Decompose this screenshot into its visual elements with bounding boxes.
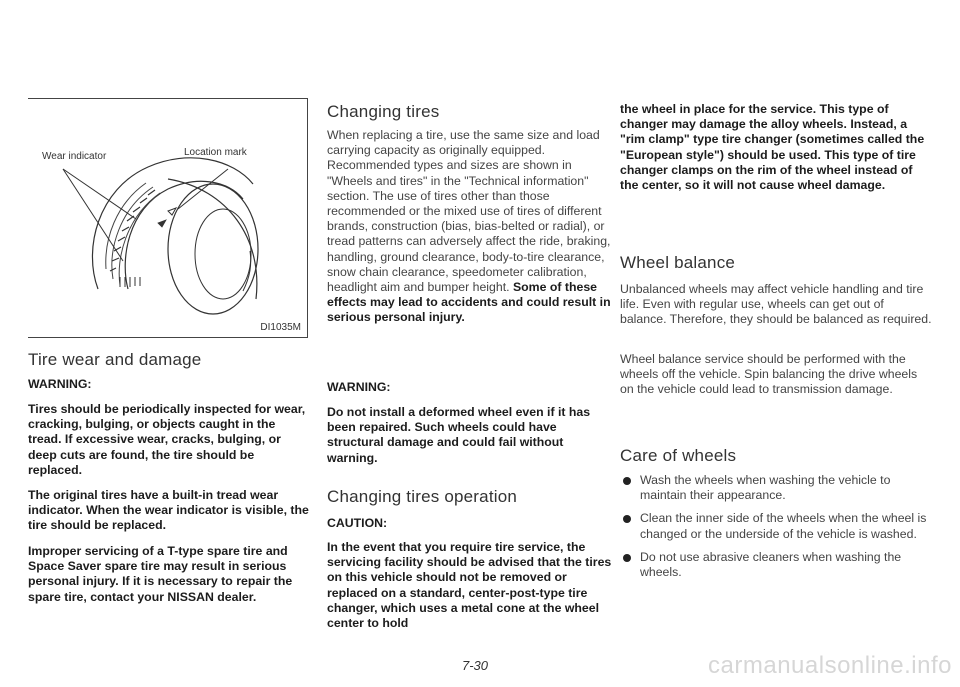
bullet-icon [623,515,631,523]
tire-wear-paragraph: Tires should be periodically inspected for wear, cracking, bulging, or objects caught in the tread. If excessive wear, cracks, bulging, or deep cuts are found, the tire should be replaced. [28,402,306,477]
section-title-care-of-wheels: Care of wheels [620,446,737,465]
section-title-wheel-balance: Wheel balance [620,253,736,272]
bullet-icon [623,554,631,562]
bullet-icon [623,477,631,485]
section-title-changing-tires: Changing tires [327,102,440,121]
page-number: 7-30 [462,658,489,673]
deformed-wheel-warning: Do not install a deformed wheel even if it has been repaired. Such wheels could have structural damage and could fail without warning. [327,405,591,465]
changing-tires-bold-text: Some of these effects may lead to accidents and could result in serious personal injury. [327,280,611,325]
changing-tires-text: When replacing a tire, use the same size and load carrying capacity as originally equipped. Recommended types and sizes are shown in "Wheels and tires" in the "Technical information" section. The use of tires other than those recommended or the mixed use of tires of different brands, construction (bias, bias-belted or radial), or tread patterns can adversely affect the ride, braking, handling, ground clearance, body-to-tire clearance, snow chain clearance, speedometer calibration, headlight aim and bumper height. [327,128,611,295]
tire-changer-continuation: the wheel in place for the service. This type of changer may damage the alloy wheels. Instead, a "rim clamp" type tire changer (sometimes called the "European style") should be used. This type of tire changer clamps on the rim of the wheel instead of the center, so it will not cause wheel damage. [620,102,925,193]
warning-label: WARNING: [28,377,92,391]
caution-label: CAUTION: [327,516,388,530]
list-item: Do not use abrasive cleaners when washing the wheels. [620,550,932,580]
tread-indicator-paragraph: The original tires have a built-in tread wear indicator. When the wear indicator is visible, the tire should be replaced. [28,488,309,533]
wheel-balance-paragraph-1: Unbalanced wheels may affect vehicle handling and tire life. Even with regular use, wheels can get out of balance. Therefore, they should be balanced as required. [620,282,932,327]
list-item: Wash the wheels when washing the vehicle to maintain their appearance. [620,473,932,503]
list-item: Clean the inner side of the wheels when the wheel is changed or the underside of the vehicle is washed. [620,511,932,541]
figure-id: DI1035M [260,322,301,333]
changing-tires-paragraph [327,128,615,326]
section-title-changing-tires-operation: Changing tires operation [327,487,518,506]
tire-illustration [28,99,308,339]
wheel-balance-paragraph-2: Wheel balance service should be performed with the wheels off the vehicle. Spin balancing the drive wheels on the vehicle could lead to transmission damage. [620,352,918,397]
care-of-wheels-list [620,473,932,580]
caution-text: In the event that you require tire service, the servicing facility should be advised that the tires on this vehicle should not be removed or replaced on a standard, center-post-type tire changer, which uses a metal cone at the wheel center to hold [327,540,612,631]
watermark: carmanualsonline.info [708,652,952,679]
section-title-tire-wear: Tire wear and damage [28,350,202,369]
wear-indicator-label: Wear indicator [42,151,107,162]
warning-label-2: WARNING: [327,380,391,394]
spare-tire-paragraph: Improper servicing of a T-type spare tire and Space Saver spare tire may result in serious personal injury. If it is necessary to repair the spare tire, contact your NISSAN dealer. [28,544,293,604]
location-mark-label: Location mark [184,147,247,158]
tire-wear-figure [28,98,308,338]
